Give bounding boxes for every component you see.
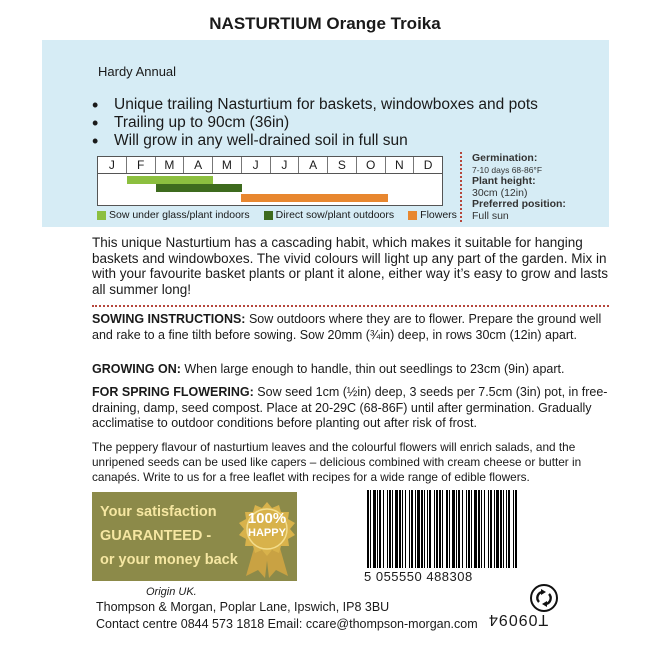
legend-label: Direct sow/plant outdoors bbox=[275, 209, 395, 221]
barcode-stripe bbox=[506, 490, 507, 568]
product-code: T09094 bbox=[488, 611, 549, 628]
calendar-legend bbox=[97, 209, 457, 221]
barcode-stripe bbox=[424, 490, 425, 568]
growing-on bbox=[92, 362, 612, 378]
month-dec: D bbox=[423, 158, 433, 172]
barcode-stripe bbox=[370, 490, 371, 568]
month-sep: S bbox=[328, 157, 357, 173]
month-jan: J bbox=[98, 157, 127, 173]
barcode-stripe bbox=[456, 490, 457, 568]
sowing-instructions bbox=[92, 312, 612, 343]
legend-direct-sow bbox=[264, 209, 394, 221]
barcode-stripe bbox=[395, 490, 398, 568]
month-feb: F bbox=[127, 157, 156, 173]
barcode-stripe bbox=[411, 490, 413, 568]
edible-flowers-note: The peppery flavour of nasturtium leaves and the colourful flowers will enrich salads, and the unripened seeds can be used like capers – delicious combined with cream cheese or butter in canapés. Write to us for a free leaflet with recipes for a wide range of edible flowers. bbox=[92, 440, 582, 484]
legend-swatch bbox=[408, 211, 417, 220]
month-jun: J bbox=[242, 157, 271, 173]
month-jul: J bbox=[271, 157, 300, 173]
barcode-stripe bbox=[383, 490, 384, 568]
barcode-stripe bbox=[474, 490, 477, 568]
badge-happy: HAPPY bbox=[248, 527, 286, 539]
barcode-stripe bbox=[405, 490, 406, 568]
barcode-stripe bbox=[471, 490, 472, 568]
badge-text bbox=[238, 512, 296, 540]
contact-info: Contact centre 0844 573 1818 Email: ccare@thompson-morgan.com bbox=[96, 617, 478, 631]
legend-sow-indoors bbox=[97, 209, 250, 221]
sowing-calendar bbox=[97, 156, 443, 206]
feature-item: • Will grow in any well-drained soil in full sun bbox=[92, 132, 538, 150]
origin: Origin UK. bbox=[146, 586, 197, 598]
germination-label: Germination: bbox=[472, 152, 538, 164]
barcode-stripe bbox=[452, 490, 455, 568]
barcode-stripe bbox=[379, 490, 381, 568]
barcode-stripe bbox=[434, 490, 435, 568]
barcode-stripe bbox=[409, 490, 410, 568]
dotted-divider bbox=[92, 305, 609, 307]
barcode-stripe bbox=[439, 490, 441, 568]
month-mar: M bbox=[156, 157, 185, 173]
barcode-stripe bbox=[466, 490, 467, 568]
barcode-stripe bbox=[503, 490, 504, 568]
barcode-stripe bbox=[402, 490, 403, 568]
sowing-heading: SOWING INSTRUCTIONS: bbox=[92, 312, 246, 326]
guarantee-line1: Your satisfaction bbox=[100, 504, 217, 520]
month-aug: A bbox=[299, 157, 328, 173]
barcode-stripe bbox=[481, 490, 482, 568]
barcode-stripe bbox=[377, 490, 378, 568]
guarantee-line2: GUARANTEED - bbox=[100, 528, 212, 544]
month-apr: A bbox=[184, 157, 213, 173]
barcode-stripe bbox=[468, 490, 470, 568]
month-oct: O bbox=[357, 157, 386, 173]
barcode-stripe bbox=[462, 490, 463, 568]
month-may: M bbox=[213, 157, 242, 173]
barcode-stripe bbox=[427, 490, 428, 568]
barcode-stripe bbox=[508, 490, 510, 568]
barcode-stripe bbox=[496, 490, 499, 568]
spring-text: Sow seed 1cm (½in) deep, 3 seeds per 7.5cm (3in) pot, in free-draining, damp, seed compost. Place at 20-29C (68-86F) until after germination. Gradually acclimatise to outdoor conditions before planting out after risk of frost. bbox=[92, 385, 608, 430]
plant-type: Hardy Annual bbox=[98, 64, 177, 79]
germination-value: 7-10 days 68-86°F bbox=[472, 164, 543, 175]
barcode-stripe bbox=[449, 490, 450, 568]
barcode-stripe bbox=[421, 490, 423, 568]
direct-sow-bar bbox=[156, 184, 242, 192]
badge-percent: 100% bbox=[247, 510, 287, 527]
sow-indoors-bar bbox=[127, 176, 213, 184]
barcode-stripe bbox=[387, 490, 388, 568]
barcode-stripe bbox=[515, 490, 517, 568]
spring-heading: FOR SPRING FLOWERING: bbox=[92, 385, 254, 399]
barcode-stripe bbox=[415, 490, 416, 568]
calendar-months bbox=[98, 157, 442, 174]
barcode-stripe bbox=[367, 490, 369, 568]
recycle-icon bbox=[530, 584, 558, 612]
barcode-stripe bbox=[389, 490, 391, 568]
product-description: This unique Nasturtium has a cascading habit, which makes it suitable for hanging baskets and windowboxes. The vivid colours will light up any part of the garden. Mix in with your favourite basket plants or plant it alone, either way it’s easy to grow and lasts all summer long! bbox=[92, 235, 609, 297]
flowers-bar bbox=[241, 194, 388, 202]
feature-item: • Unique trailing Nasturtium for baskets, windowboxes and pots bbox=[92, 96, 538, 114]
month-nov: N bbox=[386, 157, 415, 173]
growing-info bbox=[472, 153, 566, 222]
barcode-stripe bbox=[513, 490, 514, 568]
barcode-stripe bbox=[488, 490, 489, 568]
position-value: Full sun bbox=[472, 209, 509, 222]
barcode-stripe bbox=[429, 490, 431, 568]
barcode-number: 5 055550 488308 bbox=[364, 569, 473, 584]
barcode-stripe bbox=[417, 490, 420, 568]
legend-flowers bbox=[408, 209, 457, 221]
barcode-stripe bbox=[446, 490, 448, 568]
barcode-stripe bbox=[442, 490, 443, 568]
sowing-text: Sow outdoors where they are to flower. Prepare the ground well and rake to a fine tilth before sowing. Sow 20mm (¾in) deep, in rows 30cm (12in) apart. bbox=[92, 312, 602, 342]
barcode-stripe bbox=[490, 490, 492, 568]
growing-text: When large enough to handle, thin out seedlings to 23cm (9in) apart. bbox=[180, 362, 565, 376]
spring-flowering bbox=[92, 385, 612, 432]
barcode-stripe bbox=[500, 490, 502, 568]
plant-height-label: Plant height: bbox=[472, 175, 536, 187]
barcode bbox=[365, 490, 520, 575]
barcode-stripe bbox=[458, 490, 460, 568]
info-divider bbox=[460, 152, 462, 222]
barcode-stripe bbox=[494, 490, 495, 568]
feature-item: • Trailing up to 90cm (36in) bbox=[92, 114, 538, 132]
barcode-stripe bbox=[436, 490, 438, 568]
barcode-stripe bbox=[392, 490, 393, 568]
product-title: NASTURTIUM Orange Troika bbox=[209, 14, 441, 33]
legend-swatch bbox=[264, 211, 273, 220]
legend-label: Flowers bbox=[420, 209, 457, 221]
barcode-stripe bbox=[478, 490, 480, 568]
legend-label: Sow under glass/plant indoors bbox=[109, 209, 250, 221]
feature-list bbox=[92, 96, 538, 150]
guarantee-text bbox=[100, 500, 238, 572]
plant-height-value: 30cm (12in) bbox=[472, 186, 528, 199]
barcode-stripe bbox=[399, 490, 401, 568]
barcode-stripe bbox=[373, 490, 376, 568]
guarantee-line3: or your money back bbox=[100, 552, 238, 568]
barcode-stripe bbox=[484, 490, 485, 568]
position-label: Preferred position: bbox=[472, 198, 566, 210]
legend-swatch bbox=[97, 211, 106, 220]
company-address: Thompson & Morgan, Poplar Lane, Ipswich, IP8 3BU bbox=[96, 600, 390, 614]
growing-heading: GROWING ON: bbox=[92, 362, 181, 376]
